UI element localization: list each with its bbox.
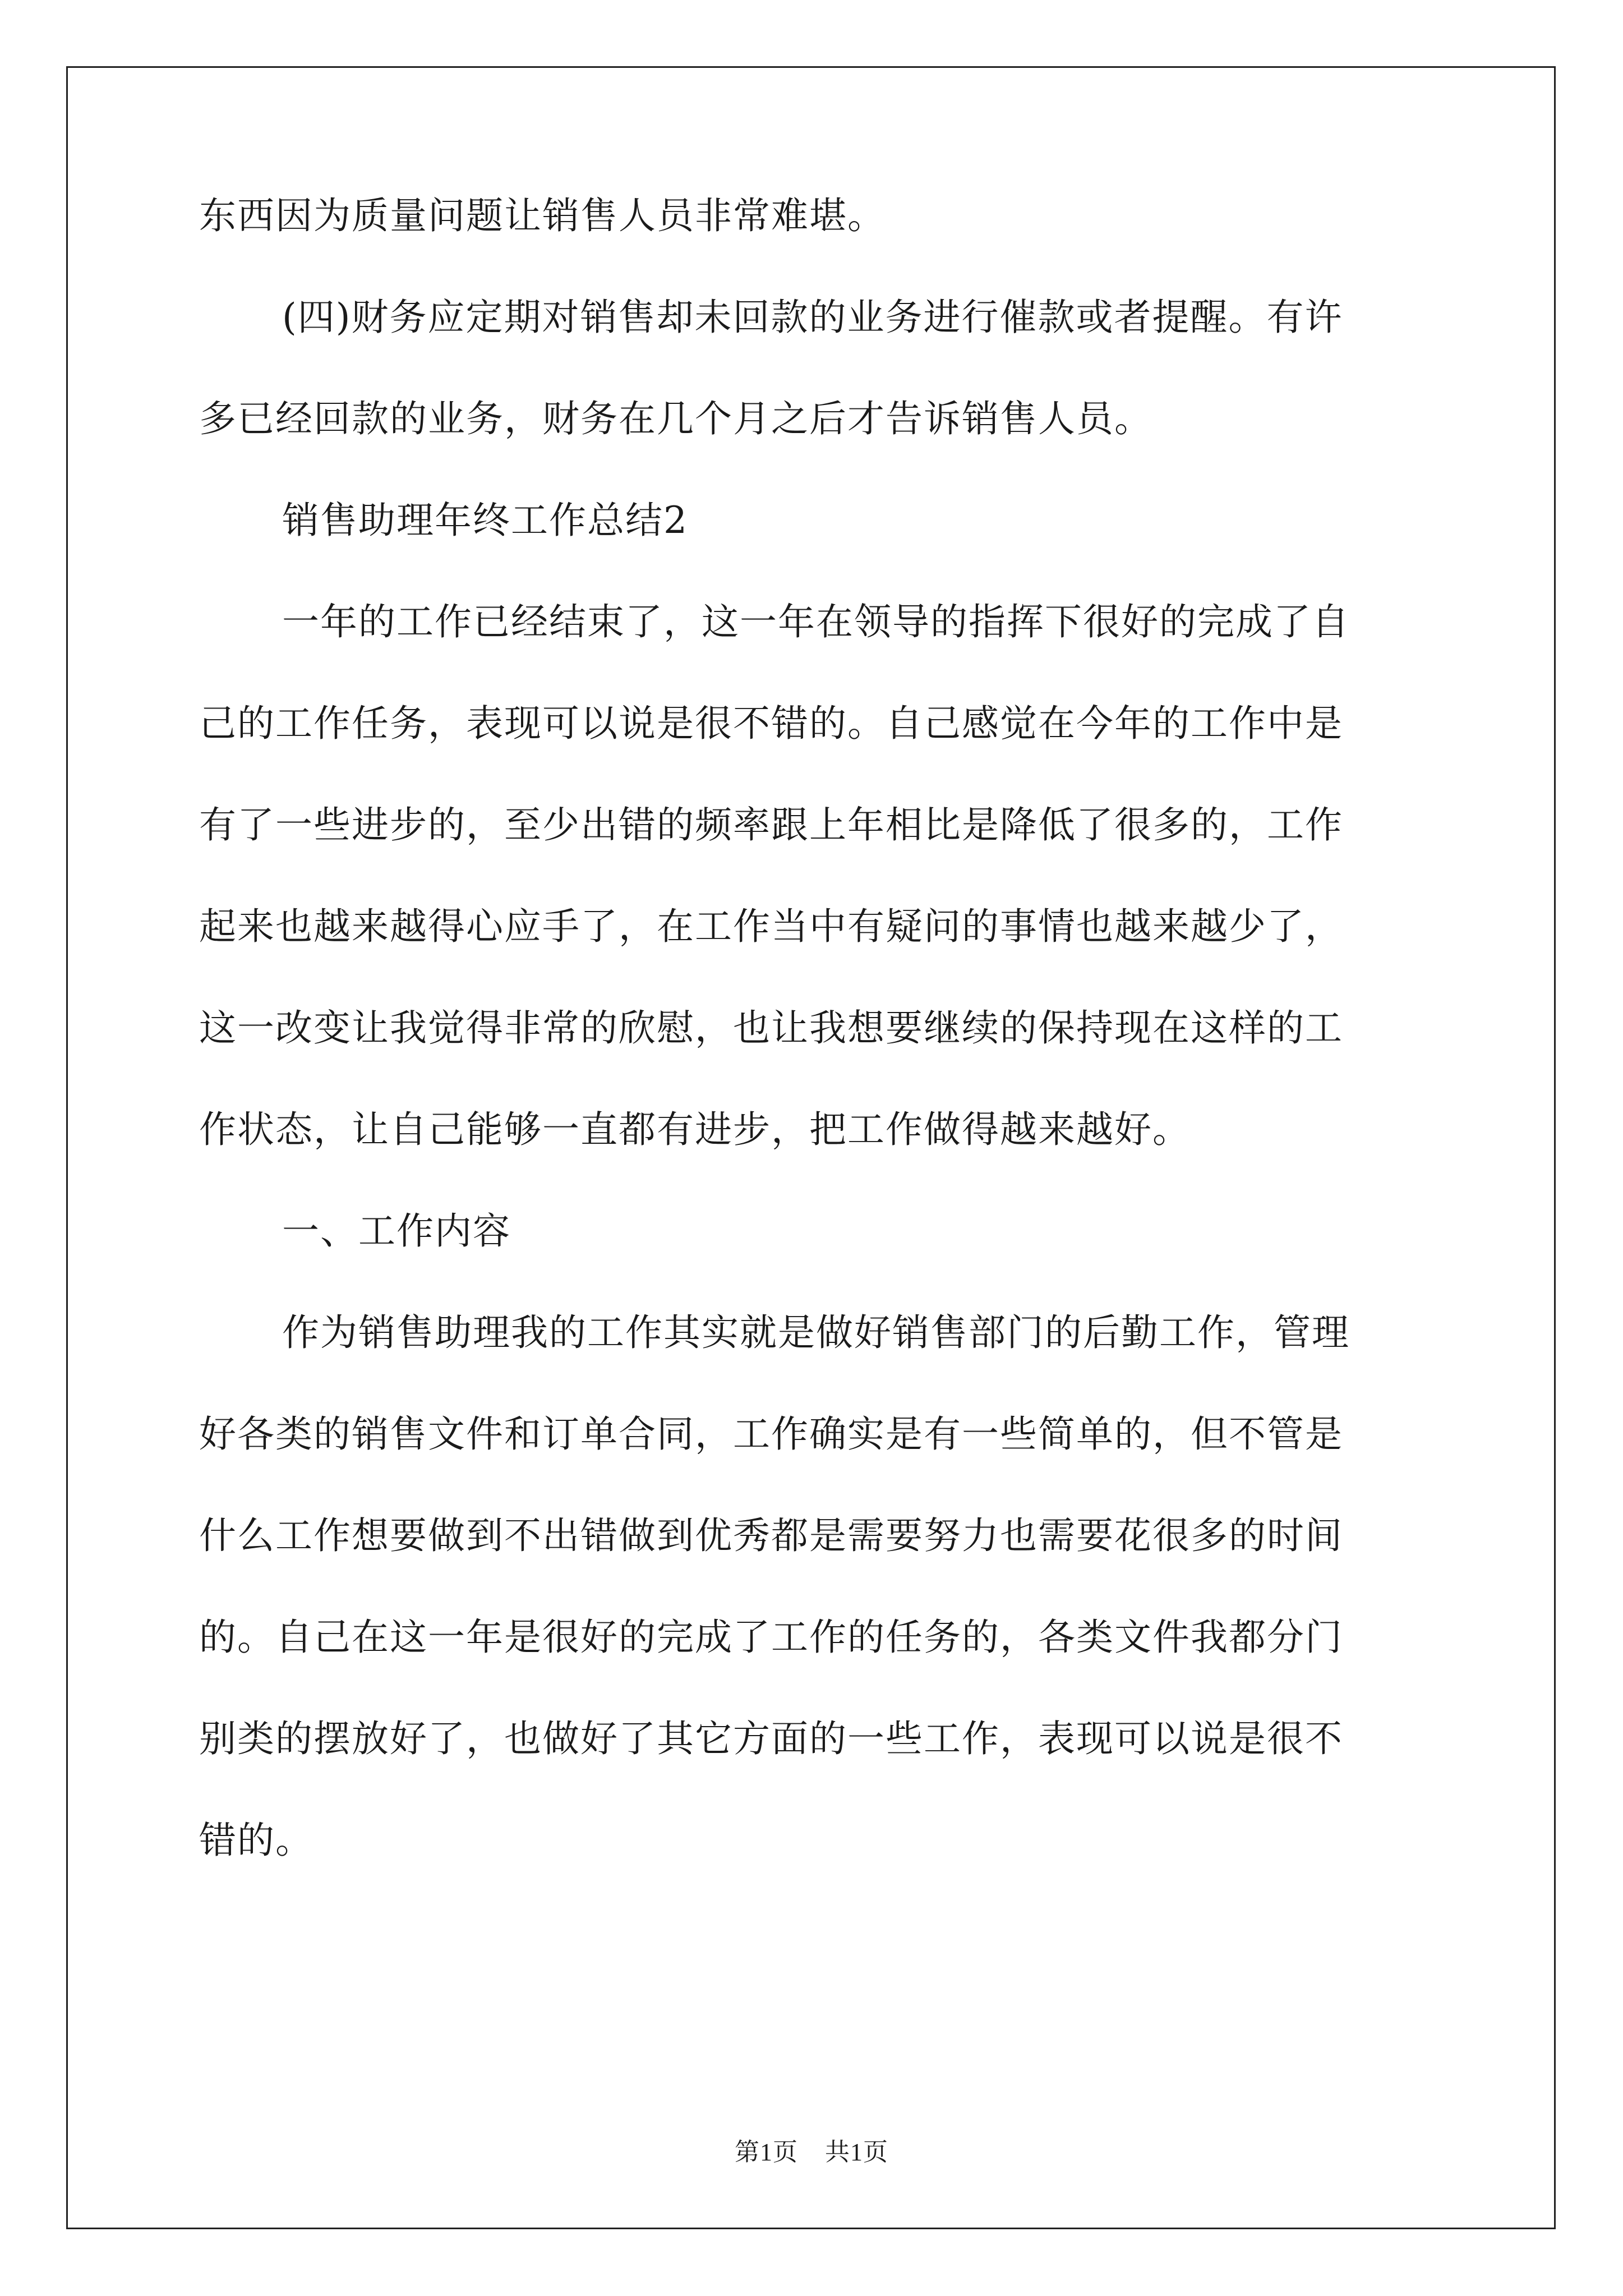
text-line: 错的。 xyxy=(199,1819,313,1862)
text-line: 好各类的销售文件和订单合同，工作确实是有一些简单的，但不管是 xyxy=(199,1412,1343,1456)
page-footer xyxy=(0,2137,1623,2168)
text-line: 多已经回款的业务，财务在几个月之后才告诉销售人员。 xyxy=(199,397,1152,440)
text-line: 作状态，让自己能够一直都有进步，把工作做得越来越好。 xyxy=(199,1108,1191,1151)
text-line: (四)财务应定期对销售却未回款的业务进行催款或者提醒。有许 xyxy=(282,296,1343,339)
page-number-current: 第1页 xyxy=(735,2138,798,2166)
section-heading: 销售助理年终工作总结2 xyxy=(282,499,688,542)
text-line: 东西因为质量问题让销售人员非常难堪。 xyxy=(199,194,886,237)
document-body xyxy=(199,191,1433,1917)
section-heading: 一、工作内容 xyxy=(282,1209,511,1253)
text-line: 己的工作任务，表现可以说是很不错的。自己感觉在今年的工作中是 xyxy=(199,702,1343,745)
text-line: 这一改变让我觉得非常的欣慰，也让我想要继续的保持现在这样的工 xyxy=(199,1006,1343,1050)
text-line: 起来也越来越得心应手了，在工作当中有疑问的事情也越来越少了， xyxy=(199,905,1343,948)
text-line: 别类的摆放好了，也做好了其它方面的一些工作，表现可以说是很不 xyxy=(199,1717,1343,1760)
text-line: 什么工作想要做到不出错做到优秀都是需要努力也需要花很多的时间 xyxy=(199,1514,1343,1557)
text-line: 有了一些进步的，至少出错的频率跟上年相比是降低了很多的，工作 xyxy=(199,803,1343,846)
text-line: 的。自己在这一年是很好的完成了工作的任务的，各类文件我都分门 xyxy=(199,1616,1343,1659)
text-line: 作为销售助理我的工作其实就是做好销售部门的后勤工作，管理 xyxy=(282,1311,1350,1354)
text-line: 一年的工作已经结束了，这一年在领导的指挥下很好的完成了自 xyxy=(282,600,1350,643)
page-number-total: 共1页 xyxy=(825,2138,888,2166)
